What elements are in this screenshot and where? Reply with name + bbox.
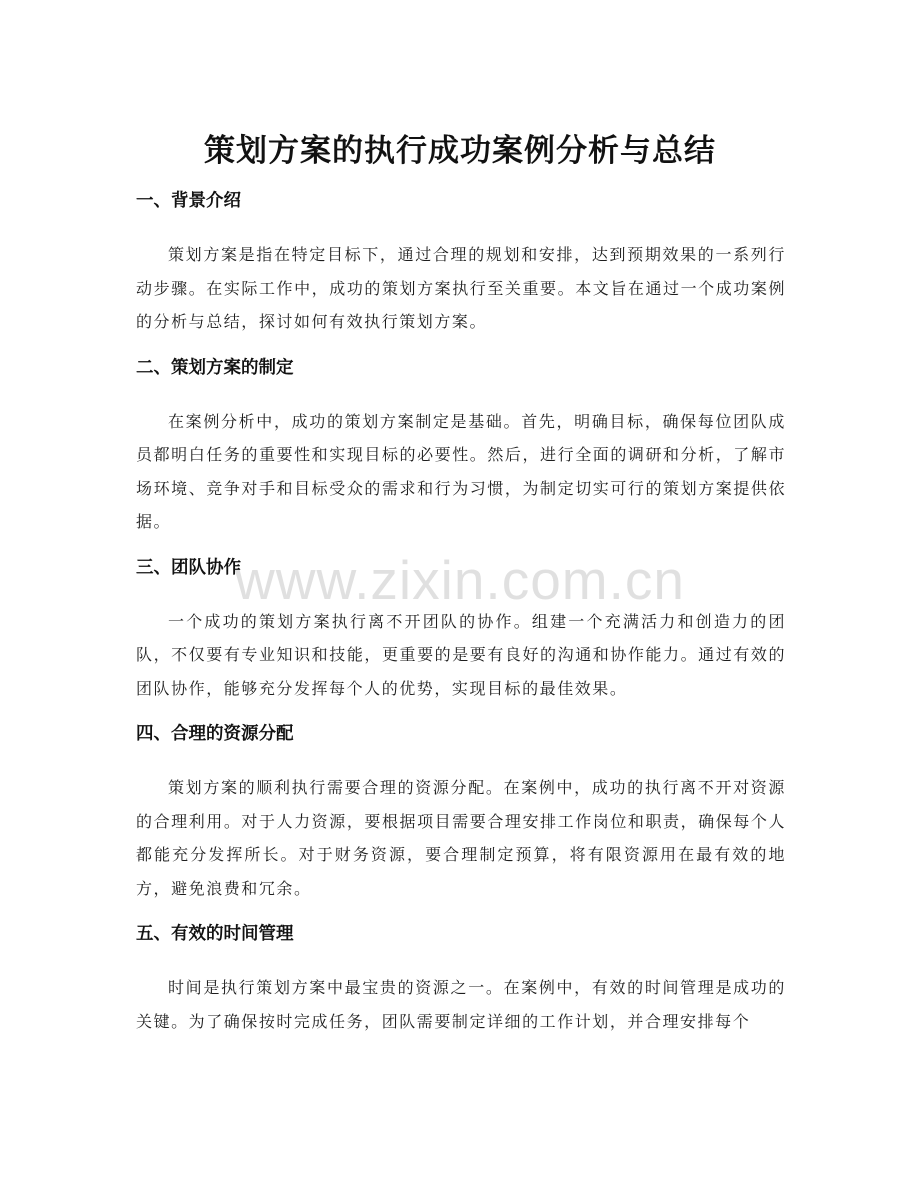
section-background — [136, 184, 786, 351]
section-heading: 三、团队协作 — [136, 557, 241, 578]
section-paragraph: 在案例分析中，成功的策划方案制定是基础。首先，明确目标，确保每位团队成员都明白任务的重要性和实现目标的必要性。然后，进行全面的调研和分析，了解市场环境、竞争对手和目标受众的需求和行为习惯，为制定切实可行的策划方案提供依据。 — [136, 411, 786, 531]
section-time-management — [136, 917, 786, 1038]
section-heading: 一、背景介绍 — [136, 191, 241, 211]
section-paragraph: 策划方案的顺利执行需要合理的资源分配。在案例中，成功的执行离不开对资源的合理利用。对于人力资源，要根据项目需要合理安排工作岗位和职责，确保每个人都能充分发挥所长。对于财务资源，要合理制定预算，将有限资源用在最有效的地方，避免浪费和冗余。 — [136, 778, 786, 898]
section-heading: 二、策划方案的制定 — [136, 357, 294, 378]
section-plan-formulation — [136, 351, 786, 551]
section-paragraph: 策划方案是指在特定目标下，通过合理的规划和安排，达到预期效果的一系列行动步骤。在实际工作中，成功的策划方案执行至关重要。本文旨在通过一个成功案例的分析与总结，探讨如何有效执行策划方案。 — [136, 245, 786, 331]
page-title: 策划方案的执行成功案例分析与总结 — [204, 132, 716, 169]
section-paragraph: 时间是执行策划方案中最宝贵的资源之一。在案例中，有效的时间管理是成功的关键。为了确保按时完成任务，团队需要制定详细的工作计划，并合理安排每个 — [136, 978, 786, 1031]
watermark: www.zixin.com.cn — [235, 549, 685, 611]
section-heading: 五、有效的时间管理 — [136, 924, 294, 944]
section-resource-allocation — [136, 717, 786, 917]
section-paragraph: 一个成功的策划方案执行离不开团队的协作。组建一个充满活力和创造力的团队，不仅要有专业知识和技能，更重要的是要有良好的沟通和协作能力。通过有效的团队协作，能够充分发挥每个人的优势，实现目标的最佳效果。 — [136, 611, 786, 698]
section-heading: 四、合理的资源分配 — [136, 724, 294, 744]
section-team-collaboration — [136, 551, 786, 718]
document-body — [136, 184, 786, 1038]
